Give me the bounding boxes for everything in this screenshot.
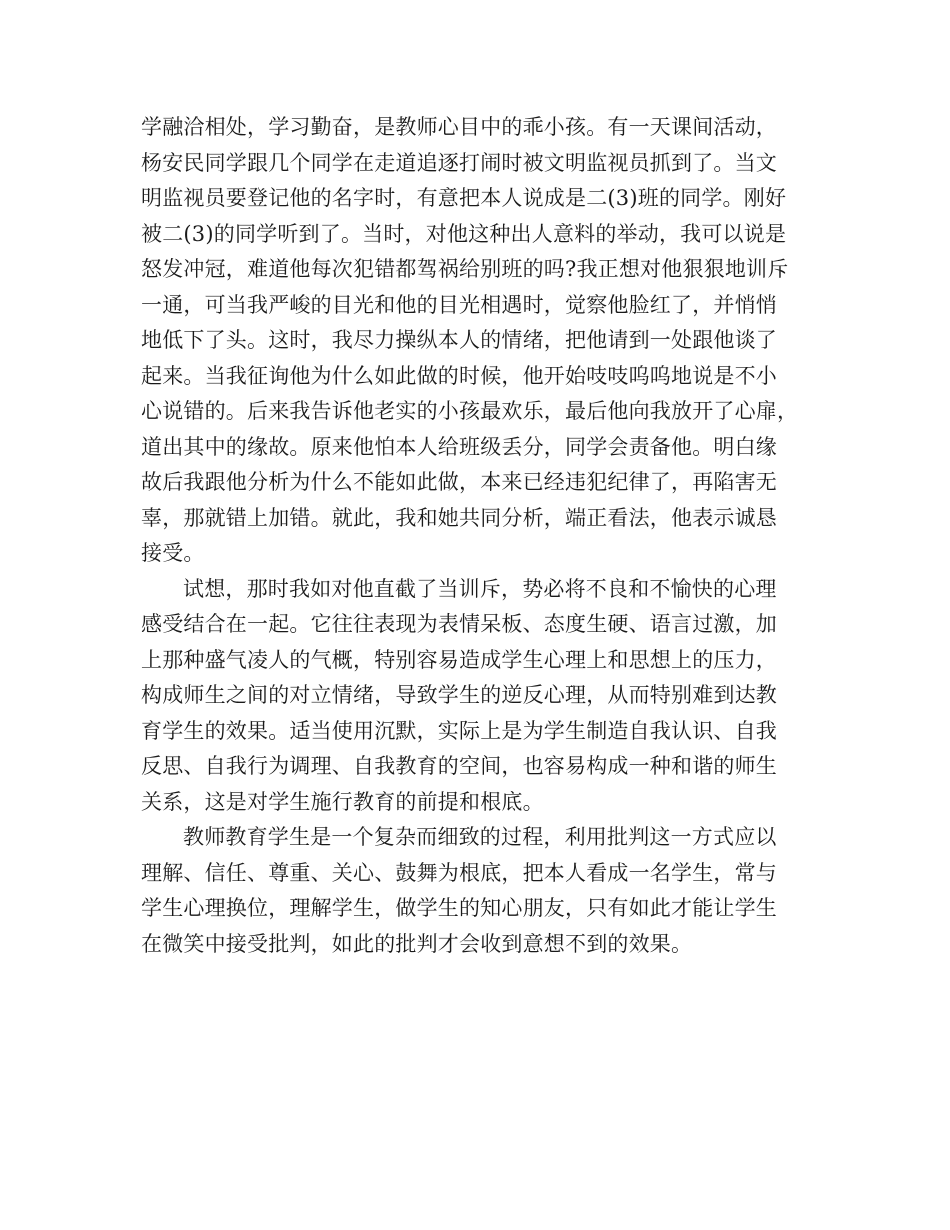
text-line: 接受。	[141, 541, 205, 565]
text-line: 辜，那就错上加错。就此，我和她共同分析，端正看法，他表示诚恳	[141, 505, 777, 530]
text-line: 一通，可当我严峻的目光和他的目光相遇时，觉察他脸红了，并悄悄	[141, 292, 777, 317]
text-line: 被二(3)的同学听到了。当时，对他这种出人意料的举动，我可以说是	[141, 221, 787, 246]
text-line: 上那种盛气凌人的气概，特别容易造成学生心理上和思想上的压力，	[141, 647, 777, 672]
text-line: 学生心理换位，理解学生，做学生的知心朋友，只有如此才能让学生	[141, 896, 777, 920]
text-line: 地低下了头。这时，我尽力操纵本人的情绪，把他请到一处跟他谈了	[141, 328, 777, 352]
text-line: 起来。当我征询他为什么如此做的时候，他开始吱吱呜呜地说是不小	[141, 363, 777, 388]
text-line: 明监视员要登记他的名字时，有意把本人说成是二(3)班的同学。刚好	[141, 186, 787, 210]
paragraph-2	[141, 572, 821, 821]
text-line: 心说错的。后来我告诉他老实的小孩最欢乐，最后他向我放开了心扉，	[141, 399, 799, 423]
text-line: 关系，这是对学生施行教育的前提和根底。	[141, 789, 544, 814]
paragraph-1	[141, 110, 821, 572]
text-line: 试想，那时我如对他直截了当训斥，势必将不良和不愉快的心理	[183, 576, 777, 601]
text-line: 育学生的效果。适当使用沉默，实际上是为学生制造自我认识、自我	[141, 718, 777, 743]
text-line: 故后我跟他分析为什么不能如此做，本来已经违犯纪律了，再陷害无	[141, 470, 777, 494]
document-body	[141, 110, 821, 962]
text-line: 构成师生之间的对立情绪，导致学生的逆反心理，从而特别难到达教	[141, 683, 777, 707]
text-line: 杨安民同学跟几个同学在走道追逐打闹时被文明监视员抓到了。当文	[141, 150, 777, 175]
text-line: 理解、信任、尊重、关心、鼓舞为根底，把本人看成一名学生，常与	[141, 860, 777, 885]
paragraph-3	[141, 820, 821, 962]
text-line: 怒发冲冠，难道他每次犯错都驾祸给别班的吗?我正想对他狠狠地训斥	[141, 257, 789, 281]
text-line: 感受结合在一起。它往往表现为表情呆板、态度生硬、语言过激，加	[141, 612, 777, 636]
text-line: 教师教育学生是一个复杂而细致的过程，利用批判这一方式应以	[183, 825, 777, 849]
text-line: 在微笑中接受批判，如此的批判才会收到意想不到的效果。	[141, 931, 693, 956]
text-line: 道出其中的缘故。原来他怕本人给班级丢分，同学会责备他。明白缘	[141, 434, 777, 459]
text-line: 学融洽相处，学习勤奋，是教师心目中的乖小孩。有一天课间活动，	[141, 115, 777, 139]
text-line: 反思、自我行为调理、自我教育的空间，也容易构成一种和谐的师生	[141, 754, 777, 778]
